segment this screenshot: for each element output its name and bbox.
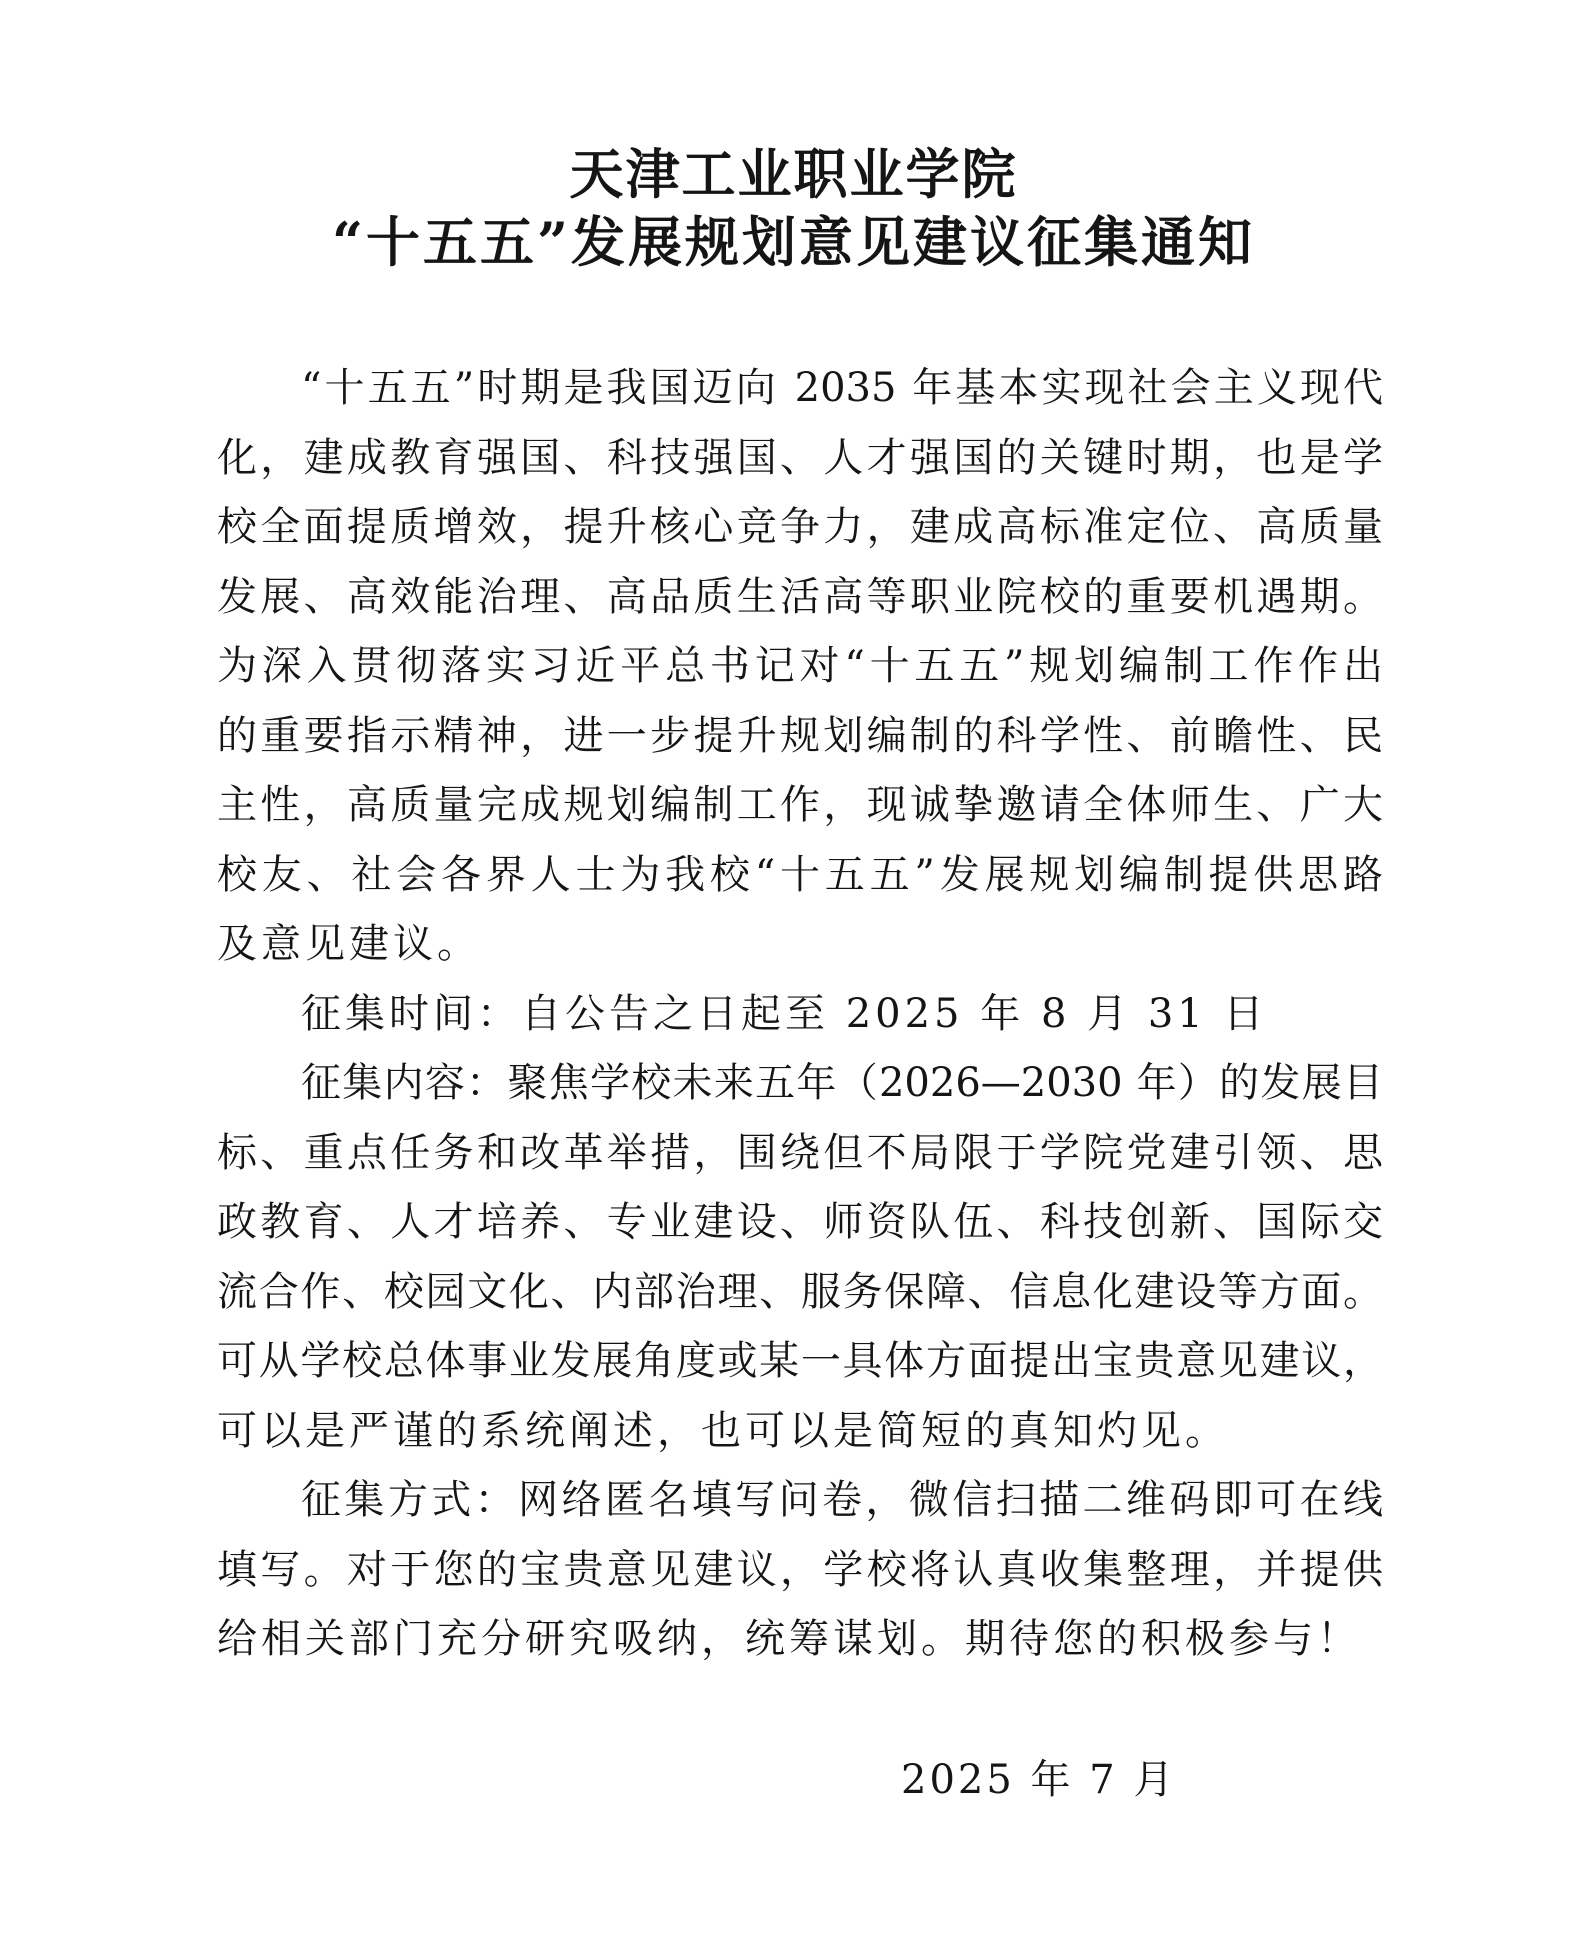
text-line: 发展、高效能治理、高品质生活高等职业院校的重要机遇期。 — [217, 574, 1383, 620]
text-line: 征集时间：自公告之日起至 2025 年 8 月 31 日 — [301, 991, 1268, 1037]
text-line: 为深入贯彻落实习近平总书记对“十五五”规划编制工作作出 — [217, 643, 1383, 689]
text-line: 填写。对于您的宝贵意见建议，学校将认真收集整理，并提供 — [217, 1547, 1383, 1593]
title-line-1: 天津工业职业学院 — [569, 142, 1018, 206]
text-line: 政教育、人才培养、专业建设、师资队伍、科技创新、国际交 — [217, 1199, 1383, 1245]
text-line: 征集内容：聚焦学校未来五年（2026—2030 年）的发展目 — [301, 1060, 1383, 1106]
text-line: “十五五”时期是我国迈向 2035 年基本实现社会主义现代 — [301, 365, 1383, 411]
text-line: 可从学校总体事业发展角度或某一具体方面提出宝贵意见建议， — [217, 1338, 1383, 1384]
text-line: 征集方式：网络匿名填写问卷，微信扫描二维码即可在线 — [301, 1477, 1383, 1523]
text-line: 给相关部门充分研究吸纳，统筹谋划。期待您的积极参与！ — [217, 1616, 1361, 1662]
text-line: 主性，高质量完成规划编制工作，现诚挚邀请全体师生、广大 — [217, 782, 1383, 828]
text-line: 流合作、校园文化、内部治理、服务保障、信息化建设等方面。 — [217, 1269, 1383, 1315]
text-line: 及意见建议。 — [217, 921, 481, 967]
title-line-2: “十五五”发展规划意见建议征集通知 — [331, 210, 1256, 274]
text-line: 校全面提质增效，提升核心竞争力，建成高标准定位、高质量 — [217, 504, 1383, 550]
text-line: 的重要指示精神，进一步提升规划编制的科学性、前瞻性、民 — [217, 713, 1383, 759]
text-line: 校友、社会各界人士为我校“十五五”发展规划编制提供思路 — [217, 852, 1383, 898]
text-line: 化，建成教育强国、科技强国、人才强国的关键时期，也是学 — [217, 435, 1383, 481]
signature-date: 2025 年 7 月 — [901, 1757, 1177, 1803]
text-line: 标、重点任务和改革举措，围绕但不局限于学院党建引领、思 — [217, 1130, 1383, 1176]
text-line: 可以是严谨的系统阐述，也可以是简短的真知灼见。 — [217, 1408, 1229, 1454]
